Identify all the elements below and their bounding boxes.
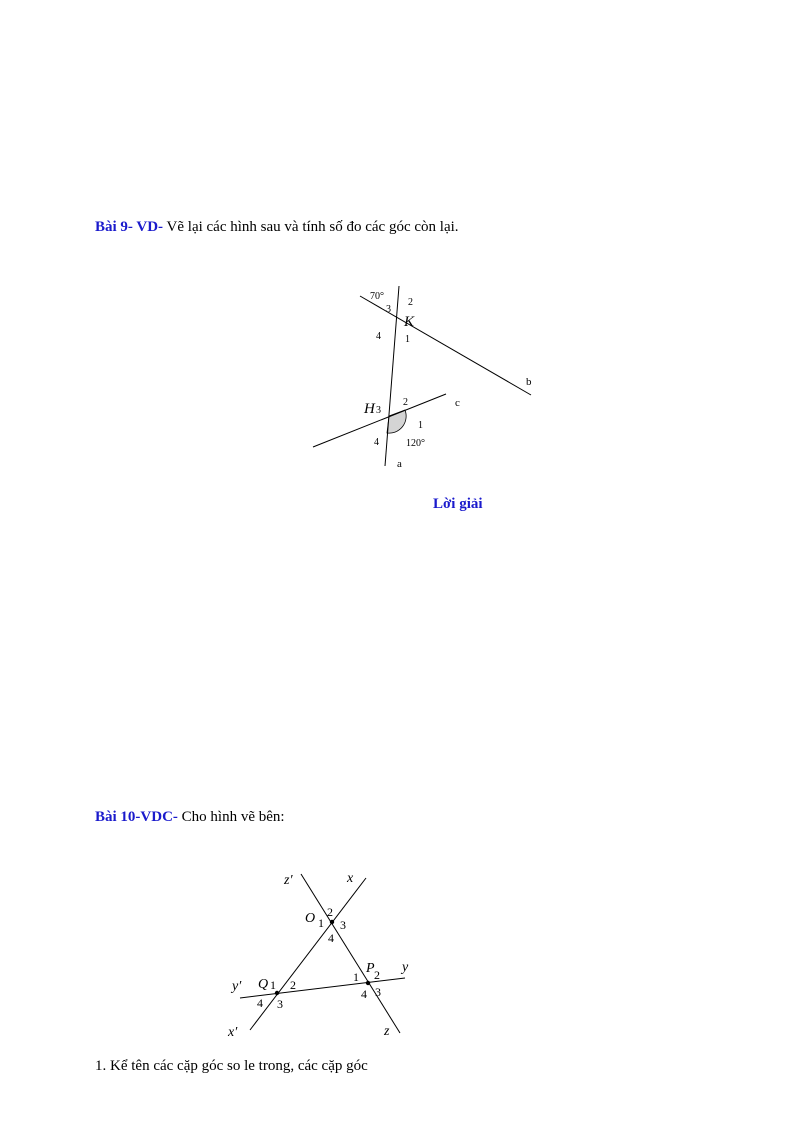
p-angle-3: 3 <box>375 985 381 999</box>
line-a-label: a <box>397 458 402 470</box>
angle-70-label: 70° <box>370 291 384 302</box>
o-angle-2: 2 <box>327 905 333 919</box>
k-angle-2: 2 <box>408 297 413 308</box>
problem-9-text: Vẽ lại các hình sau và tính số đo các góc còn lại. <box>163 219 459 235</box>
line-c-label: c <box>455 397 460 409</box>
k-angle-1: 1 <box>405 334 410 345</box>
o-angle-4: 4 <box>328 931 334 945</box>
point-q-label: Q <box>258 977 269 992</box>
solution-title: Lời giải <box>433 496 483 512</box>
y-prime-label: y′ <box>232 979 242 994</box>
point-p-dot <box>366 981 370 985</box>
q-angle-1: 1 <box>270 978 276 992</box>
q-angle-3: 3 <box>277 997 283 1011</box>
q-angle-4: 4 <box>257 996 263 1010</box>
problem-9-label: Bài 9- VD- <box>95 219 164 235</box>
q-angle-2: 2 <box>290 978 296 992</box>
line-x <box>250 878 366 1030</box>
x-label: x <box>347 871 354 886</box>
question-1: 1. Kể tên các cặp góc so le trong, các cặp góc <box>95 1058 368 1074</box>
h-angle-1: 1 <box>418 420 423 431</box>
h-angle-4: 4 <box>374 437 379 448</box>
y-label: y <box>402 960 409 975</box>
h-angle-3: 3 <box>376 405 381 416</box>
x-prime-label: x′ <box>228 1025 238 1040</box>
h-angle-2: 2 <box>403 397 408 408</box>
problem-10-text: Cho hình vẽ bên: <box>177 809 285 825</box>
point-p-label: P <box>366 961 375 976</box>
problem-10-label: Bài 10-VDC- <box>95 809 178 825</box>
z-prime-label: z′ <box>284 873 293 888</box>
k-angle-4: 4 <box>376 331 381 342</box>
angle-120-label: 120° <box>406 438 425 449</box>
p-angle-2: 2 <box>374 968 380 982</box>
p-angle-1: 1 <box>353 970 359 984</box>
o-angle-1: 1 <box>318 916 324 930</box>
k-angle-3: 3 <box>386 304 391 315</box>
point-o-label: O <box>305 911 316 926</box>
p-angle-4: 4 <box>361 987 367 1001</box>
z-label: z <box>384 1024 390 1039</box>
point-o-dot <box>330 920 334 924</box>
point-h-label: H <box>364 401 375 417</box>
o-angle-3: 3 <box>340 918 346 932</box>
point-k-label: K <box>404 314 415 330</box>
line-b-label: b <box>526 376 532 388</box>
